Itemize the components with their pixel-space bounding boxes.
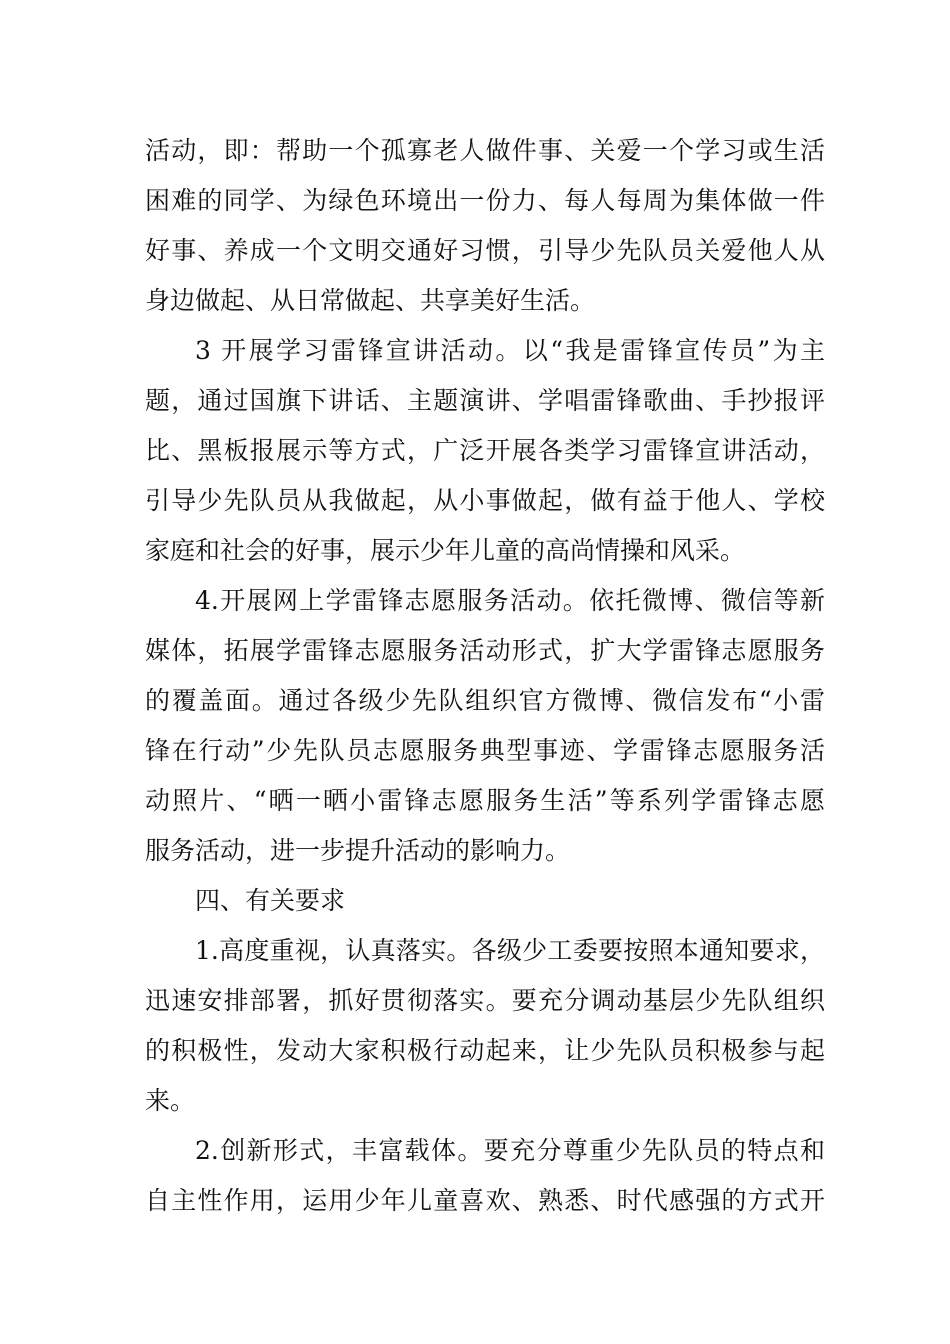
text-line: 的积极性，发动大家积极行动起来，让少先队员积极参与起 [145,1036,825,1065]
text-line: 动照片、“晒一晒小雷锋志愿服务生活”等系列学雷锋志愿 [145,786,825,815]
text-line: 来。 [145,1086,196,1115]
text-line: 1.高度重视，认真落实。各级少工委要按照本通知要求， [195,936,825,965]
text-line: 自主性作用，运用少年儿童喜欢、熟悉、时代感强的方式开 [145,1186,825,1215]
text-line: 迅速安排部署，抓好贯彻落实。要充分调动基层少先队组织 [145,986,825,1015]
text-line: 引导少先队员从我做起，从小事做起，做有益于他人、学校 [145,486,825,515]
text-line: 3 开展学习雷锋宣讲活动。以“我是雷锋宣传员”为主 [195,336,825,365]
text-line: 好事、养成一个文明交通好习惯，引导少先队员关爱他人从 [145,236,825,265]
text-line: 家庭和社会的好事，展示少年儿童的高尚情操和风采。 [145,536,746,565]
text-line: 活动，即：帮助一个孤寡老人做件事、关爱一个学习或生活 [145,136,825,165]
text-line: 比、黑板报展示等方式，广泛开展各类学习雷锋宣讲活动， [145,436,825,465]
document-body [145,126,825,1226]
text-line: 2.创新形式，丰富载体。要充分尊重少先队员的特点和 [195,1136,825,1165]
text-line: 的覆盖面。通过各级少先队组织官方微博、微信发布“小雷 [145,686,825,715]
text-line: 题，通过国旗下讲话、主题演讲、学唱雷锋歌曲、手抄报评 [145,386,825,415]
text-line: 困难的同学、为绿色环境出一份力、每人每周为集体做一件 [145,186,825,215]
text-line: 身边做起、从日常做起、共享美好生活。 [145,286,596,315]
text-line: 4.开展网上学雷锋志愿服务活动。依托微博、微信等新 [195,586,825,615]
text-line: 锋在行动”少先队员志愿服务典型事迹、学雷锋志愿服务活 [145,736,825,765]
section-heading: 四、有关要求 [195,886,346,915]
text-line: 媒体，拓展学雷锋志愿服务活动形式，扩大学雷锋志愿服务 [145,636,825,665]
text-line: 服务活动，进一步提升活动的影响力。 [145,836,571,865]
